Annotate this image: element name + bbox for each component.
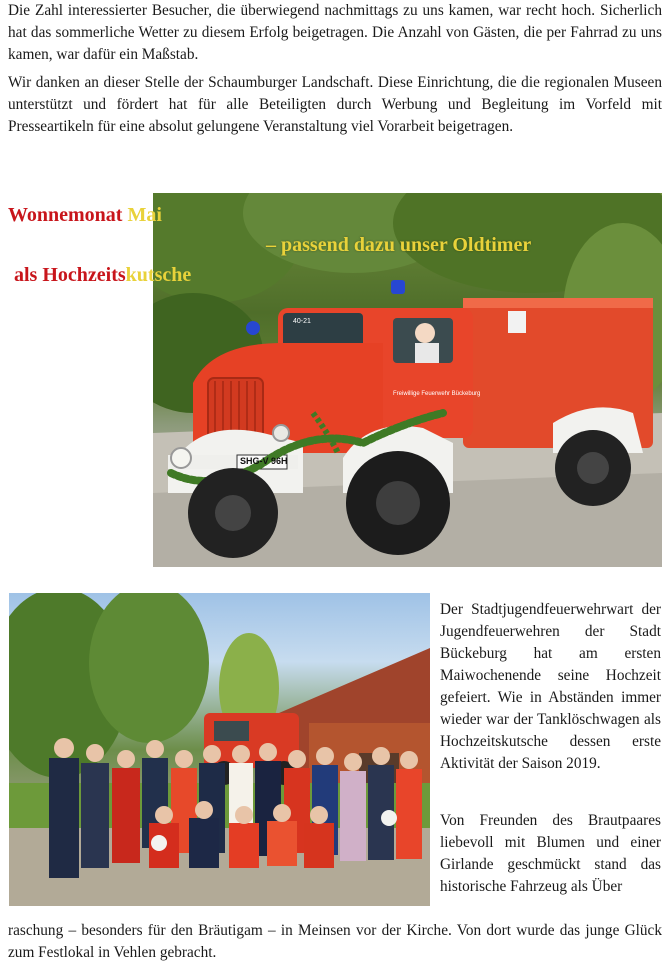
article-column-paragraph-2: Von Freunden des Brautpaares liebevoll mit Blumen und einer Girlande geschmückt stand das historische Fahrzeug als Über [440, 812, 661, 895]
wedding-group-illustration [9, 593, 430, 906]
caption-mai-yellow: Mai [127, 204, 162, 226]
caption-passend: – passend dazu unser Oldtimer [266, 234, 532, 256]
article-column-paragraph-1: Der Stadtjugendfeuerwehrwart der Jugendfeuerwehren der Stadt Bückeburg hat am ersten Maiwochenende seine Hochzeit gefeiert. Wie in Abständen immer wieder war der Tanklöschwagen als Hochzeitskutsche dessen erste Aktivität der Saison 2019. [440, 601, 661, 772]
intro-paragraph-1: Die Zahl interessierter Besucher, die überwiegend nachmittags zu uns kamen, war recht hoch. Sicherlich hat das sommerliche Wetter zu diesem Erfolg beigetragen. Die Anzahl von Gästen, die per Fahrrad zu uns kamen, war dafür ein Maßstab. [8, 2, 662, 63]
caption-hochzeitskutsche [14, 264, 191, 287]
cab-number: 40-21 [293, 318, 311, 325]
caption-hochzeits-red: als Hochzeits [14, 264, 126, 286]
license-plate: SHG-V 96H [240, 456, 288, 466]
caption-wonnemonat-red: Wonnemonat [8, 204, 128, 226]
truck-door-text: Freiwillige Feuerwehr Bückeburg [393, 391, 481, 397]
intro-paragraph-2: Wir danken an dieser Stelle der Schaumburger Landschaft. Diese Einrichtung, die die regionalen Museen unterstützt und fördert hat für alle Beteiligten durch Werbung und Begleitung im Vorfeld mit Presseartikeln für eine absolut gelungene Veranstaltung viel Vorarbeit beigetragen. [8, 74, 662, 135]
caption-kutsche-yellow: kutsche [125, 264, 192, 286]
article-full-width-paragraph: raschung – besonders für den Bräutigam – in Meinsen vor der Kirche. Von dort wurde das junge Glück zum Festlokal in Vehlen gebracht. [8, 922, 662, 961]
caption-wonnemonat [8, 204, 162, 227]
wedding-group-photo [9, 593, 430, 906]
